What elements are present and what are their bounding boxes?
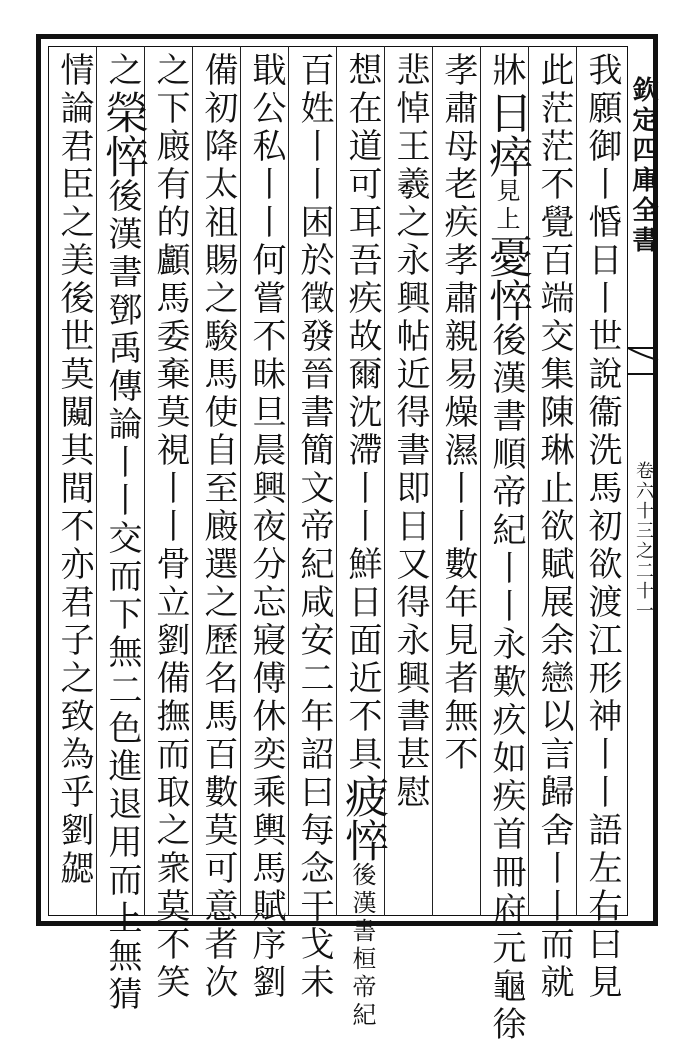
heading-term: 榮悴 bbox=[97, 90, 148, 178]
heading-term: 日瘁 bbox=[481, 90, 532, 178]
text-run: 情論君臣之美後世莫闚其間不亦君子之致為乎劉勰 bbox=[54, 52, 94, 888]
heading-term: 憂悴 bbox=[481, 234, 532, 322]
text-run: 後漢書鄧禹傳論丨丨交而下無二色進退用而上無猜 bbox=[102, 178, 142, 1014]
column-rule bbox=[192, 46, 193, 916]
text-run: 想在道可耳吾疾故爾沈滯丨丨鮮日面近不具 bbox=[342, 52, 382, 774]
text-column-11 bbox=[97, 52, 148, 1014]
text-column-4 bbox=[436, 52, 480, 912]
text-run: 戢公私丨丨何嘗不昧旦晨興夜分忘寢傅休奕乘輿馬賦序劉 bbox=[246, 52, 286, 1002]
text-column-1 bbox=[580, 52, 624, 1002]
column-rule bbox=[576, 46, 577, 916]
text-column-5 bbox=[388, 52, 432, 912]
annotation: 見上 bbox=[492, 178, 520, 234]
column-rule bbox=[432, 46, 433, 916]
text-column-3 bbox=[481, 52, 532, 1044]
text-column-2 bbox=[532, 52, 576, 1002]
banner-column bbox=[628, 46, 658, 916]
column-rule bbox=[288, 46, 289, 916]
banner-volume: 卷六十三之二十一 bbox=[633, 461, 654, 621]
annotation: 後漢書 bbox=[348, 862, 376, 946]
text-run: 備初降太祖賜之駿馬使自至廄選之歷名馬百數莫可意者次 bbox=[198, 52, 238, 1002]
text-run: 牀 bbox=[486, 52, 526, 90]
text-column-9 bbox=[196, 52, 240, 1002]
text-run: 百姓丨丨困於徵發晉書簡文帝紀咸安二年詔曰每念干戈未 bbox=[294, 52, 334, 1002]
text-run: 悲悼王羲之永興帖近得書即日又得永興書甚慰 bbox=[390, 52, 430, 812]
annotation: 桓帝紀 bbox=[348, 946, 376, 1030]
text-run: 我願御丨惛日丨世說衞洗馬初欲渡江形神丨丨語左右曰見 bbox=[582, 52, 622, 1002]
text-column-8 bbox=[244, 52, 288, 1002]
text-column-7 bbox=[292, 52, 336, 1002]
text-run: 孝肅母老疾孝肅親易燥濕丨丨數年見者無不 bbox=[438, 52, 478, 774]
heading-term: 疲悴 bbox=[337, 774, 388, 862]
text-column-12 bbox=[52, 52, 96, 912]
column-rule bbox=[240, 46, 241, 916]
text-run: 之下廄有的顱馬委棄莫視丨丨骨立劉備撫而取之衆莫不笑 bbox=[150, 52, 190, 1002]
text-column-6 bbox=[337, 52, 388, 1030]
text-column-10 bbox=[148, 52, 192, 1002]
text-run: 此茫茫不覺百端交集陳琳止欲賦展余戀以言歸舍丨丨而就 bbox=[534, 52, 574, 1002]
text-run: 之 bbox=[102, 52, 142, 90]
text-run: 後漢書順帝紀丨丨永歎疚如疾首冊府元龜徐 bbox=[486, 322, 526, 1044]
banner-title: 欽定四庫全書 bbox=[628, 76, 658, 256]
fish-tail-icon bbox=[628, 346, 658, 376]
